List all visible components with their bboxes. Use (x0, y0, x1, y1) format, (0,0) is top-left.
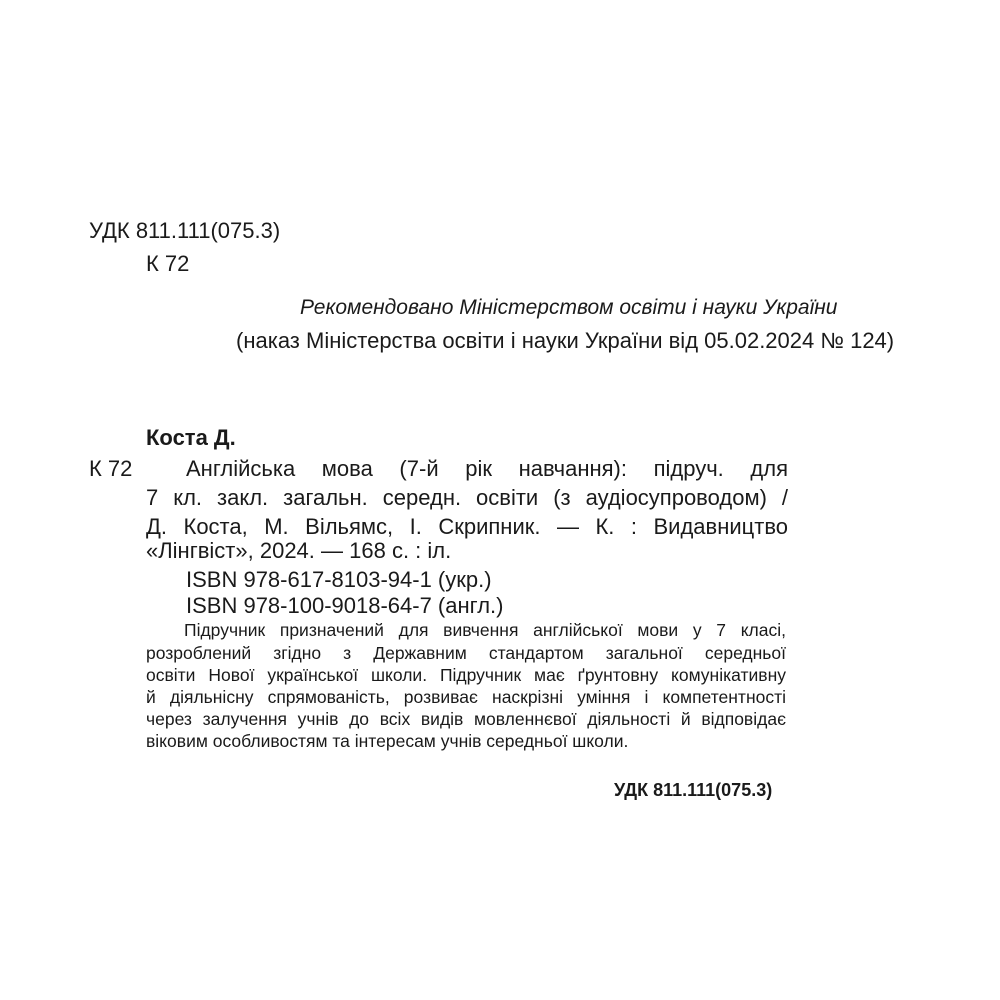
annotation-line: освіти Нової української школи. Підручник має ґрунтовну комунікативну (146, 665, 786, 685)
catalog-line: 7 кл. закл. загальн. середн. освіти (з аудіосупроводом) / (146, 485, 788, 510)
isbn-ukr: ISBN 978-617-8103-94-1 (укр.) (186, 567, 492, 592)
ministry-order-text: (наказ Міністерства освіти і науки України від 05.02.2024 № 124) (236, 328, 895, 353)
udk-code-top: УДК 811.111(075.3) (89, 218, 281, 243)
recommendation-text: Рекомендовано Міністерством освіти і науки України (300, 296, 838, 319)
isbn-eng: ISBN 978-100-9018-64-7 (англ.) (186, 593, 504, 618)
catalog-line: Англійська мова (7-й рік навчання): підруч. для (186, 456, 788, 481)
annotation-line: через залучення учнів до всіх видів мовленнєвої діяльності й відповідає (146, 709, 786, 729)
catalog-line: Д. Коста, М. Вільямс, І. Скрипник. — К. : Видавництво (146, 514, 788, 539)
author-mark: К 72 (89, 456, 133, 481)
author-mark-top: К 72 (146, 251, 190, 276)
annotation-line: розроблений згідно з Державним стандартом загальної середньої (146, 643, 786, 663)
catalog-line: «Лінгвіст», 2024. — 168 с. : іл. (146, 538, 452, 563)
author-heading: Коста Д. (146, 425, 236, 450)
udk-code-bottom: УДК 811.111(075.3) (614, 780, 773, 800)
annotation-line: Підручник призначений для вивчення англійської мови у 7 класі, (184, 620, 786, 640)
annotation-line: й діяльнісну спрямованість, розвиває наскрізні уміння і компетентності (146, 687, 786, 707)
annotation-line: віковим особливостям та інтересам учнів середньої школи. (146, 731, 629, 751)
